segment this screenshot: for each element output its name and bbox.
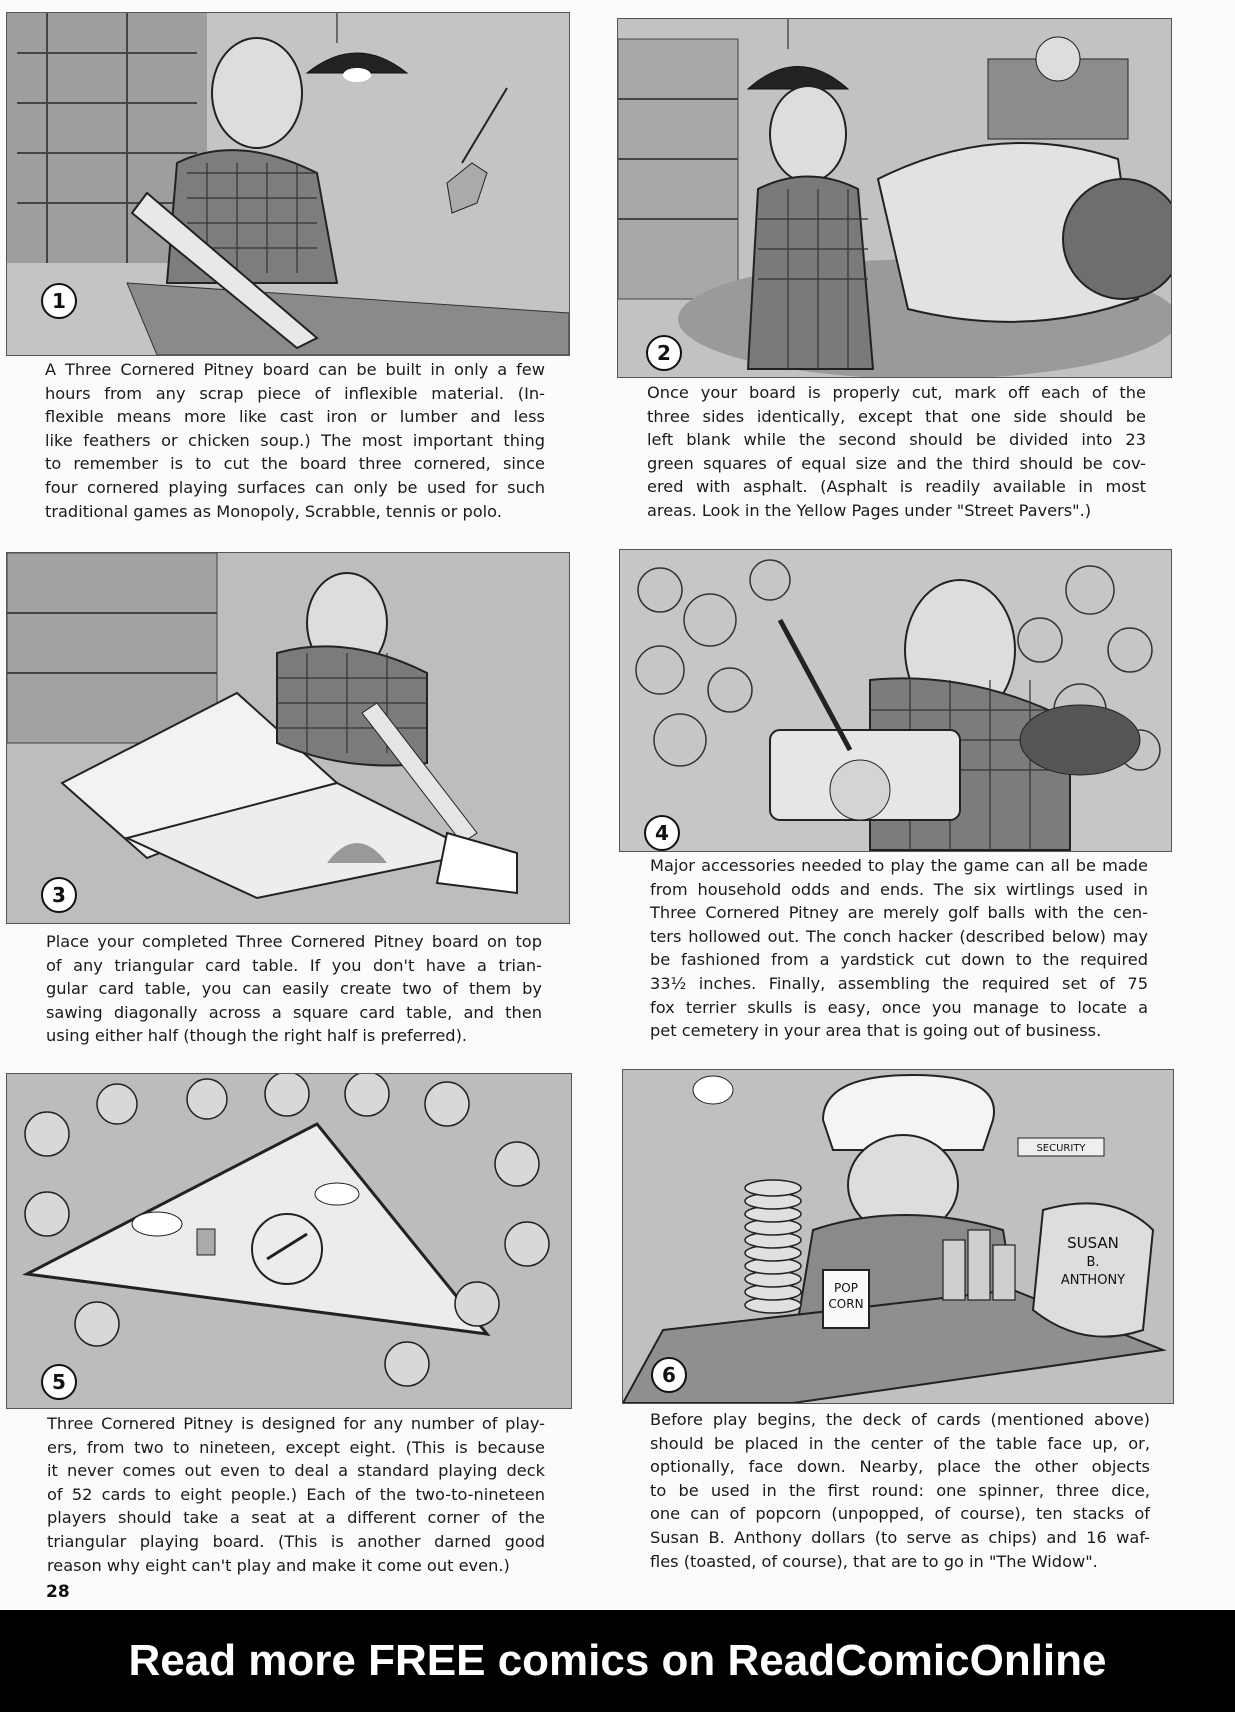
- panel-3-number-badge: 3: [41, 877, 77, 913]
- caption-line: fox terrier skulls is easy, once you manage to locate a: [650, 997, 1148, 1017]
- caption-line: of 52 cards to eight people.) Each of the two-to-nineteen: [47, 1484, 545, 1504]
- money-bag-label-1: SUSAN: [1067, 1234, 1119, 1252]
- page-number: 28: [46, 1582, 70, 1602]
- caption-line: to be used in the first round: one spinner, three dice,: [650, 1480, 1150, 1500]
- caption-line: ered with asphalt. (Asphalt is readily available in most: [647, 477, 1146, 497]
- money-bag-label-2: B.: [1086, 1255, 1100, 1270]
- panel-4-caption: [650, 854, 1148, 1043]
- caption-line: to remember is to cut the board three cornered, since: [45, 454, 545, 474]
- caption-line: three sides identically, except that one side should be: [647, 406, 1146, 426]
- panel-3-caption: [46, 930, 542, 1048]
- caption-line: optionally, face down. Nearby, place the other objects: [650, 1457, 1150, 1477]
- popcorn-label-1: POP: [834, 1281, 858, 1295]
- caption-line: hours from any scrap piece of inflexible material. (In-: [45, 383, 545, 403]
- caption-line: sawing diagonally across a square card table, and then: [46, 1002, 542, 1022]
- panel-6-caption: [650, 1408, 1150, 1573]
- caption-line: four cornered playing surfaces can only be used for such: [45, 477, 545, 497]
- caption-line: ers, from two to nineteen, except eight. (This is because: [47, 1437, 545, 1457]
- panel-5-art: [7, 1074, 571, 1408]
- caption-line: flexible means more like cast iron or lumber and less: [45, 407, 545, 427]
- caption-line: Before play begins, the deck of cards (mentioned above): [650, 1410, 1150, 1429]
- caption-line: like feathers or chicken soup.) The most important thing: [45, 430, 545, 450]
- caption-line: using either half (though the right half is preferred).: [46, 1026, 468, 1046]
- caption-line: A Three Cornered Pitney board can be built in only a few: [45, 360, 545, 379]
- panel-2-illustration: [617, 18, 1172, 378]
- panel-1-illustration: [6, 12, 570, 356]
- caption-line: one can of popcorn (unpopped, of course), ten stacks of: [650, 1504, 1150, 1524]
- panel-4-number-badge: 4: [644, 815, 680, 851]
- panel-5-illustration: [6, 1073, 572, 1409]
- panel-6-illustration: [622, 1069, 1174, 1404]
- caption-line: triangular playing board. (This is another darned good: [47, 1531, 545, 1551]
- caption-line: gular card table, you can easily create two of them by: [46, 979, 542, 999]
- panel-6-art: [623, 1070, 1173, 1403]
- panel-2-caption: [647, 381, 1146, 523]
- caption-line: green squares of equal size and the third should be cov-: [647, 453, 1146, 473]
- caption-line: Major accessories needed to play the game can all be made: [650, 856, 1148, 875]
- panel-4-illustration: [619, 549, 1172, 852]
- caption-line: 33½ inches. Finally, assembling the required set of 75: [650, 973, 1148, 993]
- promo-banner[interactable]: Read more FREE comics on ReadComicOnline: [0, 1610, 1235, 1712]
- caption-line: areas. Look in the Yellow Pages under "Street Pavers".): [647, 500, 1092, 520]
- caption-line: Susan B. Anthony dollars (to serve as chips) and 16 waf-: [650, 1527, 1150, 1547]
- panel-5-number-badge: 5: [41, 1364, 77, 1400]
- caption-line: reason why eight can't play and make it come out even.): [47, 1555, 510, 1575]
- money-bag-label-3: ANTHONY: [1060, 1273, 1126, 1288]
- caption-line: ters hollowed out. The conch hacker (described below) may: [650, 926, 1148, 946]
- caption-line: be fashioned from a yardstick cut down to the required: [650, 950, 1148, 970]
- panel-1-art: [7, 13, 569, 355]
- panel-2-number-badge: 2: [646, 335, 682, 371]
- caption-line: of any triangular card table. If you don't have a trian-: [46, 955, 542, 975]
- caption-line: Three Cornered Pitney is designed for any number of play-: [47, 1414, 545, 1433]
- panel-3-illustration: [6, 552, 570, 924]
- panel-1-number-badge: 1: [41, 283, 77, 319]
- caption-line: fles (toasted, of course), that are to go in "The Widow".: [650, 1551, 1098, 1571]
- panel-5-caption: [47, 1412, 545, 1577]
- security-badge-label: SECURITY: [1036, 1143, 1086, 1154]
- caption-line: pet cemetery in your area that is going out of business.: [650, 1021, 1102, 1041]
- caption-line: Three Cornered Pitney are merely golf balls with the cen-: [650, 903, 1148, 923]
- caption-line: should be placed in the center of the table face up, or,: [650, 1433, 1150, 1453]
- caption-line: left blank while the second should be divided into 23: [647, 430, 1146, 450]
- panel-3-art: [7, 553, 569, 923]
- caption-line: players should take a seat at a different corner of the: [47, 1508, 545, 1528]
- caption-line: Once your board is properly cut, mark off each of the: [647, 383, 1146, 402]
- panel-6-number-badge: 6: [651, 1357, 687, 1393]
- caption-line: traditional games as Monopoly, Scrabble, tennis or polo.: [45, 501, 502, 521]
- panel-4-art: [620, 550, 1171, 851]
- panel-2-art: [618, 19, 1171, 377]
- caption-line: it never comes out even to deal a standard playing deck: [47, 1461, 545, 1481]
- popcorn-label-2: CORN: [828, 1297, 864, 1311]
- panel-1-caption: [45, 358, 545, 523]
- caption-line: from household odds and ends. The six wirtlings used in: [650, 879, 1148, 899]
- caption-line: Place your completed Three Cornered Pitney board on top: [46, 932, 542, 951]
